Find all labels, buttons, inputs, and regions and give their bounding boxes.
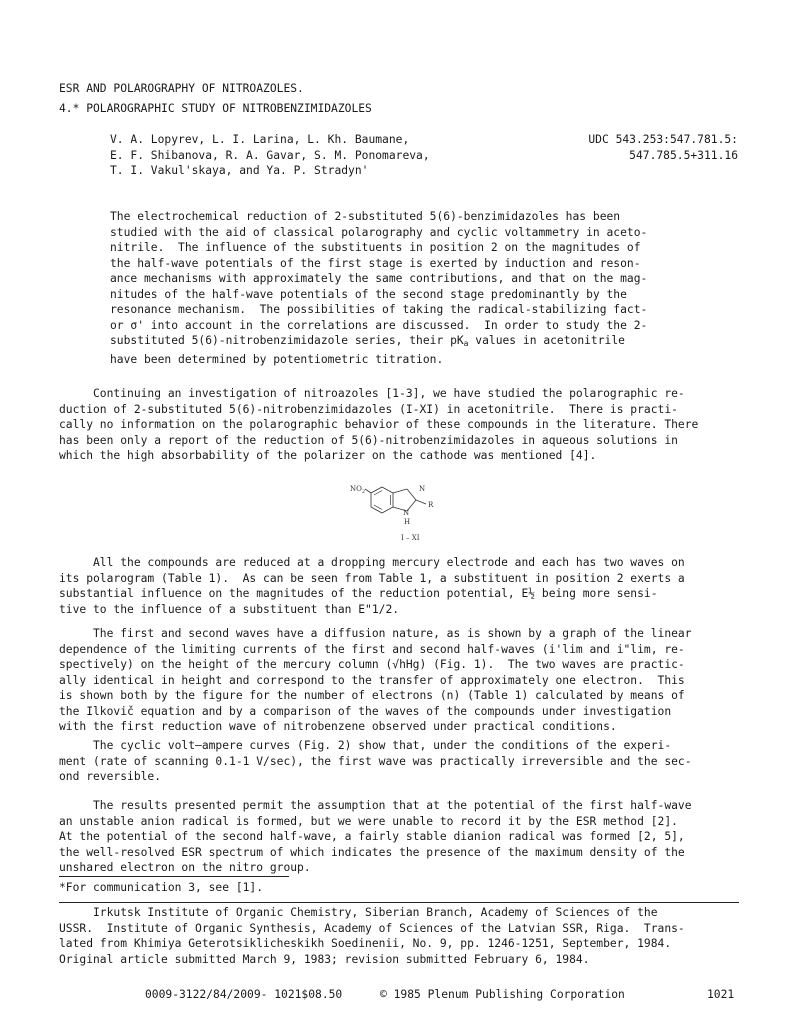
- author-line: V. A. Lopyrev, L. I. Larina, L. Kh. Baumane,: [110, 133, 410, 146]
- substituent-r-label: R: [428, 501, 434, 509]
- text-line: the well-resolved ESR spectrum of which indicates the presence of the maximum density of the: [59, 845, 685, 859]
- text-line: spectively) on the height of the mercury column (√hHg) (Fig. 1). The two waves are practic-: [59, 658, 685, 671]
- abstract-line: nitrile. The influence of the substituents in position 2 on the magnitudes of: [110, 241, 641, 254]
- udc-code: [520, 132, 738, 163]
- text-line: The cyclic volt–ampere curves (Fig. 2) show that, under the conditions of the experi-: [59, 739, 672, 752]
- text-line: The results presented permit the assumption that at the potential of the first half-wave: [59, 799, 692, 812]
- paragraph-compounds: [59, 555, 685, 617]
- text-line: an unstable anion radical is formed, but we were unable to record it by the ESR method [2].: [59, 814, 678, 828]
- udc-line: 547.785.5+311.16: [629, 148, 738, 162]
- text-line: the Ilkovič equation and by a comparison of the waves of the compounds under investigation: [59, 704, 672, 718]
- text-line: tive to the influence of a substituent than E"1/2.: [59, 602, 400, 616]
- nitro-group-label: $NO_2$: [350, 485, 366, 495]
- udc-line: UDC 543.253:547.781.5:: [588, 133, 738, 146]
- hydrogen-label: H: [404, 518, 411, 526]
- abstract-line: ance mechanisms with approximately the same contributions, and that on the mag-: [110, 272, 648, 285]
- abstract-line: studied with the aid of classical polarography and cyclic voltammetry in aceto-: [110, 225, 648, 239]
- abstract-line: The electrochemical reduction of 2-substituted 5(6)-benzimidazoles has been: [110, 210, 621, 223]
- abstract-line: or σ' into account in the correlations are discussed. In order to study the 2-: [110, 318, 648, 332]
- abstract-line: the half-wave potentials of the first stage is exerted by induction and reson-: [110, 256, 641, 270]
- article-title: 4.* POLAROGRAPHIC STUDY OF NITROBENZIMIDAZOLES: [59, 102, 372, 115]
- page-number: 1021: [707, 988, 735, 1001]
- text-line: which the high absorbability of the polarizer on the cathode was mentioned [4].: [59, 449, 597, 462]
- affiliation-line: USSR. Institute of Organic Synthesis, Academy of Sciences of the Latvian SSR, Riga. Trans-: [59, 921, 685, 935]
- text-line: with the first reduction wave of nitrobenzene observed under practical conditions.: [59, 720, 617, 733]
- abstract-line: substituted 5(6)-nitrobenzimidazole series, their $pK_a$ values in acetonitrile: [110, 334, 625, 348]
- author-list: [110, 132, 430, 179]
- paragraph-intro: [59, 386, 698, 464]
- footnote: *For communication 3, see [1].: [59, 881, 264, 894]
- text-line: dependence of the limiting currents of the first and second half-waves (i'lim and i"lim, re-: [59, 642, 685, 656]
- affiliation-line: Irkutsk Institute of Organic Chemistry, Siberian Branch, Academy of Sciences of the: [59, 906, 658, 919]
- abstract-line: have been determined by potentiometric titration.: [110, 352, 444, 366]
- affiliation-line: Original article submitted March 9, 1983; revision submitted February 6, 1984.: [59, 952, 590, 966]
- compound-range-label: I – XI: [401, 534, 420, 542]
- text-line: At the potential of the second half-wave, a fairly stable dianion radical was formed [2, 5],: [59, 830, 685, 843]
- abstract: [110, 209, 647, 367]
- author-line: T. I. Vakul'skaya, and Ya. P. Stradyn': [110, 164, 369, 177]
- abstract-line: nitudes of the half-wave potentials of the second stage predominantly by the: [110, 287, 627, 301]
- author-line: E. F. Shibanova, R. A. Gavar, S. M. Ponomareva,: [110, 148, 430, 162]
- text-line: unshared electron on the nitro group.: [59, 861, 311, 874]
- paragraph-cyclic: [59, 738, 692, 785]
- benzimidazole-structure: [340, 474, 470, 546]
- text-line: its polarogram (Table 1). As can be seen from Table 1, a substituent in position 2 exerts a: [59, 571, 685, 585]
- copyright-notice: © 1985 Plenum Publishing Corporation: [380, 988, 625, 1001]
- text-line: Continuing an investigation of nitroazoles [1-3], we have studied the polarographic re-: [59, 387, 685, 400]
- n1-atom-label: N: [403, 509, 410, 517]
- paragraph-esr: [59, 798, 692, 876]
- affiliation-line: lated from Khimiya Geterotsiklicheskikh Soedinenii, No. 9, pp. 1246-1251, September, 1984.: [59, 937, 672, 950]
- text-line: ond reversible.: [59, 770, 162, 783]
- text-line: cally no information on the polarographic behavior of these compounds in the literature. There: [59, 418, 699, 431]
- text-line: is shown both by the figure for the number of electrons (n) (Table 1) calculated by means of: [59, 689, 685, 702]
- text-line: The first and second waves have a diffusion nature, as is shown by a graph of the linear: [59, 627, 692, 640]
- text-line: substantial influence on the magnitudes of the reduction potential, E½ being more sensi-: [59, 587, 658, 600]
- affiliation-block: [59, 905, 685, 967]
- text-line: ally identical in height and correspond to the transfer of approximately one electron. This: [59, 673, 685, 687]
- text-line: has been only a report of the reduction of 5(6)-nitrobenzimidazoles in aqueous solutions in: [59, 433, 678, 447]
- affiliation-divider: [59, 902, 739, 903]
- n3-atom-label: N: [419, 485, 426, 493]
- footnote-divider: [59, 876, 289, 877]
- text-line: All the compounds are reduced at a dropping mercury electrode and each has two waves on: [59, 556, 685, 569]
- text-line: duction of 2-substituted 5(6)-nitrobenzimidazoles (I-XI) in acetonitrile. There is practi-: [59, 402, 678, 416]
- series-title: ESR AND POLAROGRAPHY OF NITROAZOLES.: [59, 82, 304, 95]
- abstract-line: resonance mechanism. The possibilities of taking the radical-stabilizing fact-: [110, 303, 648, 316]
- text-line: ment (rate of scanning 0.1-1 V/sec), the first wave was practically irreversible and the sec-: [59, 754, 692, 768]
- paragraph-diffusion: [59, 626, 692, 735]
- journal-code: 0009-3122/84/2009- 1021$08.50: [145, 988, 343, 1001]
